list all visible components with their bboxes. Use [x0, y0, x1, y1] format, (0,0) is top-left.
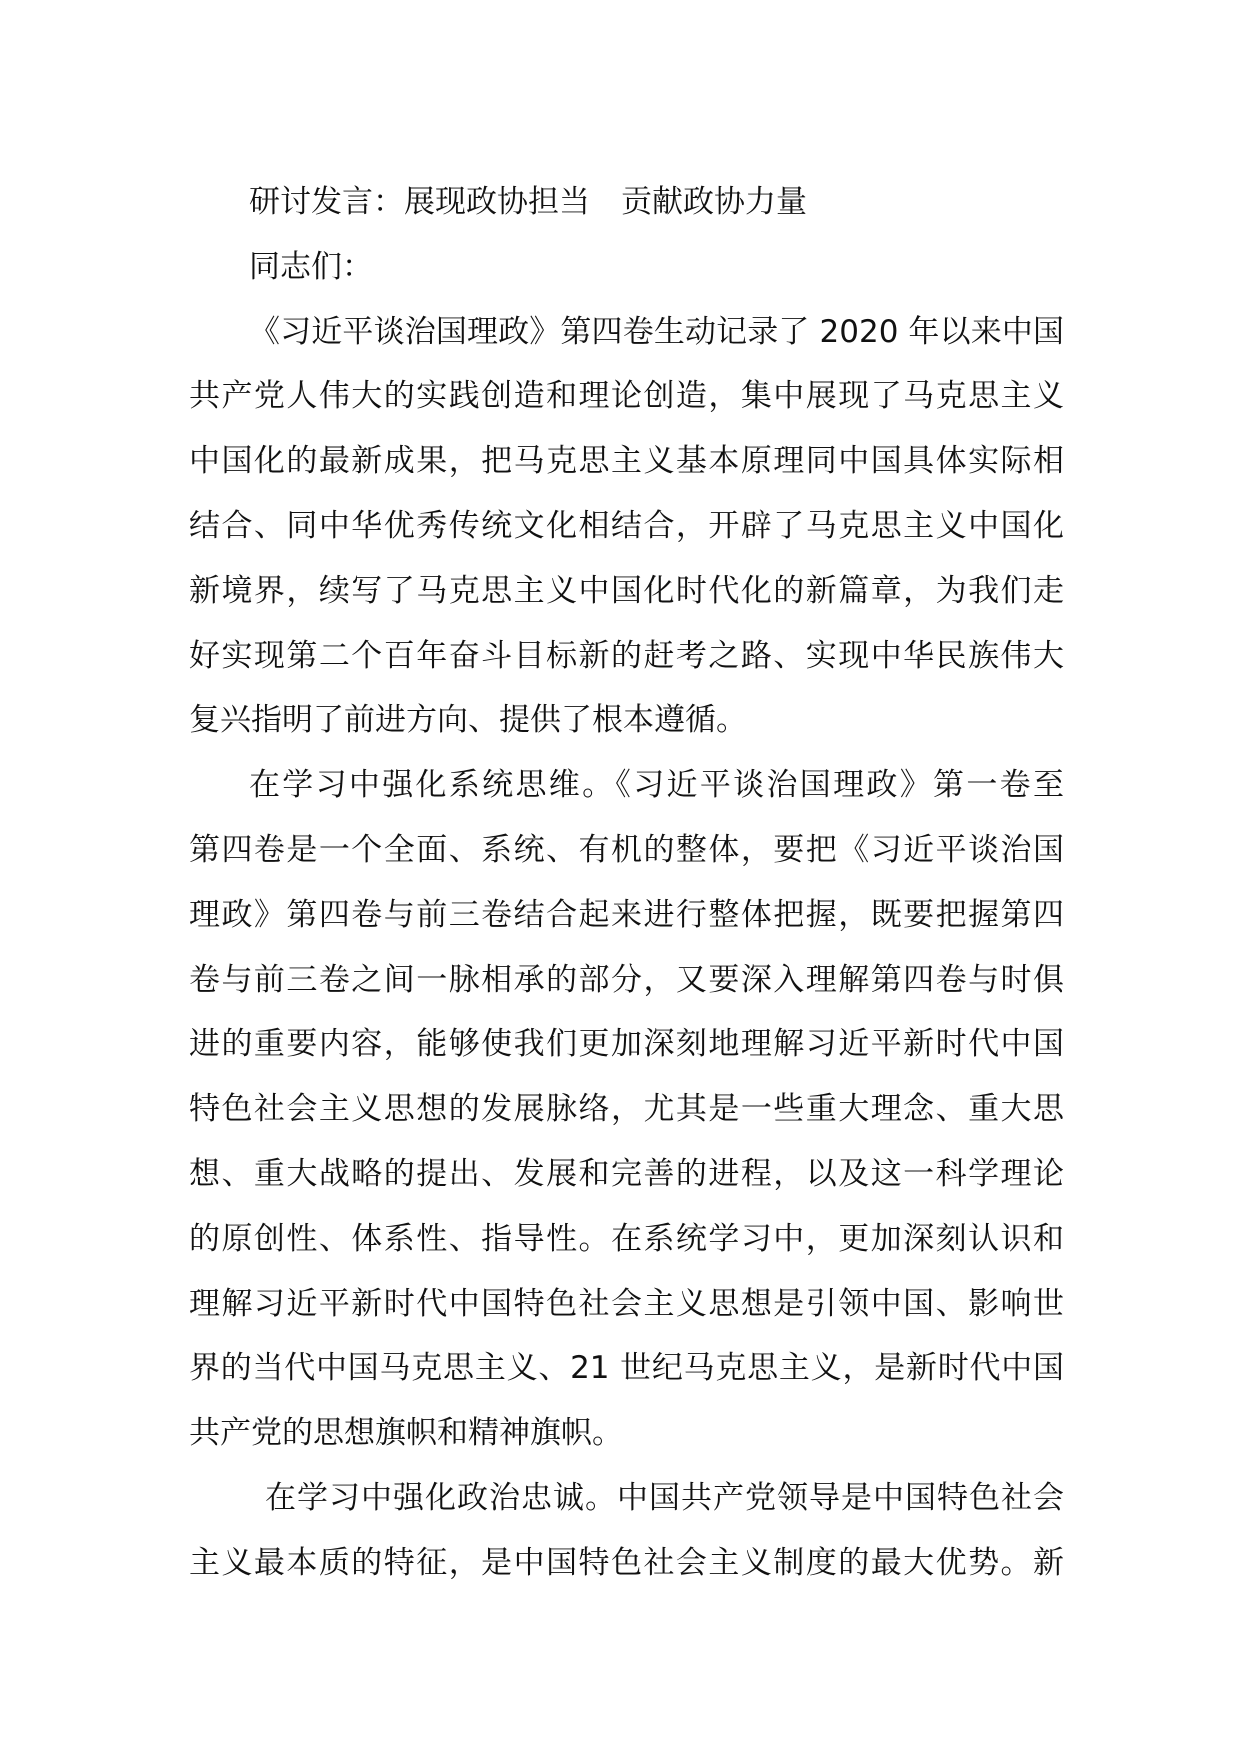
paragraph-line: 理政》第四卷与前三卷结合起来进行整体把握，既要把握第四 [189, 896, 1064, 933]
paragraph-line: 复兴指明了前进方向、提供了根本遵循。 [189, 702, 747, 739]
paragraph-line: 共产党人伟大的实践创造和理论创造，集中展现了马克思主义 [189, 378, 1064, 415]
paragraph-line: 在学习中强化系统思维。《习近平谈治国理政》第一卷至 [249, 767, 1064, 804]
paragraph-line: 的原创性、体系性、指导性。在系统学习中，更加深刻认识和 [189, 1220, 1064, 1257]
paragraph-line: 想、重大战略的提出、发展和完善的进程，以及这一科学理论 [189, 1155, 1064, 1192]
paragraph-line: 进的重要内容，能够使我们更加深刻地理解习近平新时代中国 [189, 1026, 1064, 1063]
paragraph-line: 中国化的最新成果，把马克思主义基本原理同中国具体实际相 [189, 443, 1064, 480]
paragraph-line: 好实现第二个百年奋斗目标新的赶考之路、实现中华民族伟大 [189, 637, 1064, 674]
document-body [189, 170, 1064, 1596]
document-title: 研讨发言：展现政协担当 贡献政协力量 [249, 184, 807, 220]
paragraph-2 [189, 753, 1064, 1466]
paragraph-1 [189, 300, 1064, 754]
paragraph-line: 卷与前三卷之间一脉相承的部分，又要深入理解第四卷与时俱 [189, 961, 1064, 998]
paragraph-line: 第四卷是一个全面、系统、有机的整体，要把《习近平谈治国 [189, 831, 1064, 868]
paragraph-line: 共产党的思想旗帜和精神旗帜。 [189, 1415, 623, 1452]
paragraph-3 [189, 1466, 1064, 1596]
greeting: 同志们： [249, 248, 373, 285]
paragraph-line: 《习近平谈治国理政》第四卷生动记录了 2020 年以来中国 [249, 313, 1064, 350]
paragraph-line: 在学习中强化政治忠诚。中国共产党领导是中国特色社会 [265, 1479, 1064, 1516]
paragraph-line: 特色社会主义思想的发展脉络，尤其是一些重大理念、重大思 [189, 1091, 1064, 1128]
paragraph-line: 主义最本质的特征，是中国特色社会主义制度的最大优势。新 [189, 1544, 1064, 1581]
paragraph-line: 理解习近平新时代中国特色社会主义思想是引领中国、影响世 [189, 1285, 1064, 1322]
paragraph-line: 结合、同中华优秀传统文化相结合，开辟了马克思主义中国化 [189, 507, 1064, 544]
paragraph-line: 界的当代中国马克思主义、21 世纪马克思主义，是新时代中国 [189, 1350, 1064, 1387]
paragraph-line: 新境界，续写了马克思主义中国化时代化的新篇章，为我们走 [189, 572, 1064, 609]
